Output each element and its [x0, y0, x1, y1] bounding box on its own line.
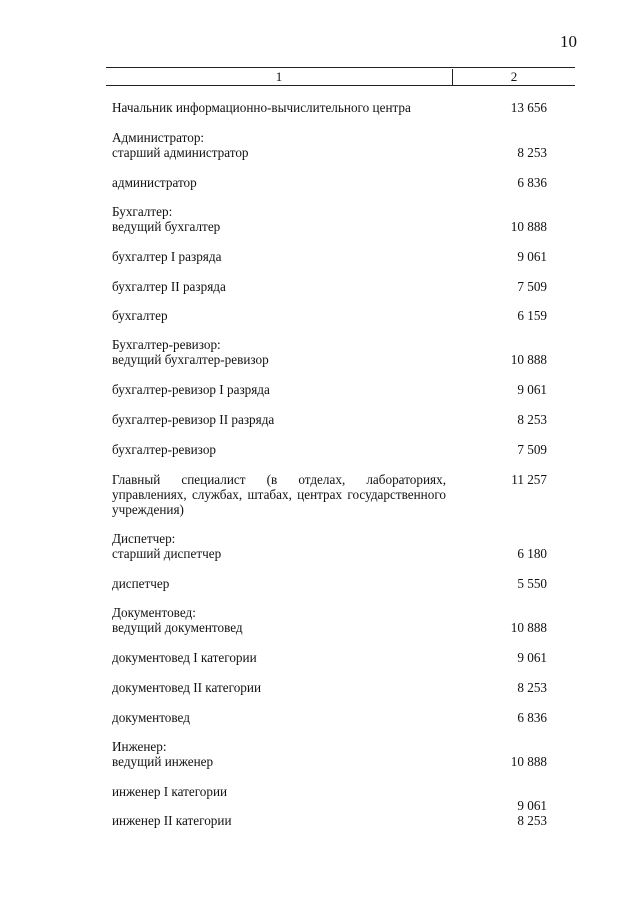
- column-header-1: 1: [106, 69, 453, 85]
- position-subname: ведущий бухгалтер: [112, 219, 221, 234]
- salary-value: 9 061: [517, 650, 547, 665]
- position-name: инженер I категории: [112, 784, 228, 799]
- position-group: Администратор:: [112, 130, 205, 145]
- salary-value: 7 509: [517, 442, 547, 457]
- position-subname: ведущий инженер: [112, 754, 214, 769]
- salary-value: 10 888: [510, 352, 547, 367]
- position-subname: старший диспетчер: [112, 546, 222, 561]
- position-name: инженер II категории: [112, 813, 232, 828]
- position-subname: старший администратор: [112, 145, 249, 160]
- position-name: документовед II категории: [112, 680, 262, 695]
- salary-value: 6 836: [517, 175, 547, 190]
- position-name: бухгалтер-ревизор I разряда: [112, 382, 270, 397]
- salary-value: 10 888: [510, 219, 547, 234]
- position-name: документовед I категории: [112, 650, 257, 665]
- column-header-2: 2: [510, 69, 518, 84]
- position-name: бухгалтер: [112, 308, 168, 323]
- position-subname: ведущий бухгалтер-ревизор: [112, 352, 269, 367]
- position-name: диспетчер: [112, 576, 170, 591]
- position-group: Документовед:: [112, 605, 196, 620]
- position-name: бухгалтер I разряда: [112, 249, 222, 264]
- position-name: [112, 739, 446, 769]
- salary-value: 6 836: [517, 710, 547, 725]
- position-name: Начальник информационно-вычислительного центра: [112, 100, 411, 115]
- position-name: администратор: [112, 175, 197, 190]
- position-group: Бухгалтер-ревизор:: [112, 337, 221, 352]
- position-name: бухгалтер-ревизор II разряда: [112, 412, 275, 427]
- salary-value: 9 061: [517, 249, 547, 264]
- salary-value: 9 061: [517, 382, 547, 397]
- salary-value: 8 253: [517, 145, 547, 160]
- salary-value: 7 509: [517, 279, 547, 294]
- position-name: [112, 531, 446, 561]
- position-name: [112, 204, 446, 234]
- salary-value: 8 253: [517, 412, 547, 427]
- salary-value: 8 253: [517, 813, 547, 828]
- position-name: [112, 337, 446, 367]
- position-subname: ведущий документовед: [112, 620, 243, 635]
- position-name: бухгалтер II разряда: [112, 279, 226, 294]
- salary-value: 8 253: [517, 680, 547, 695]
- salary-value: 6 159: [517, 308, 547, 323]
- position-name: документовед: [112, 710, 190, 725]
- position-name: [112, 605, 446, 635]
- salary-value: 11 257: [511, 472, 547, 487]
- position-name: [112, 130, 446, 160]
- position-group: Инженер:: [112, 739, 167, 754]
- salary-value: 9 061: [517, 798, 547, 813]
- salary-value: 6 180: [517, 546, 547, 561]
- salary-value: 5 550: [517, 576, 547, 591]
- position-name: Главный специалист (в отделах, лабораториях, управлениях, службах, штабах, центрах государственного учреждения): [112, 472, 446, 517]
- salary-value: 10 888: [510, 754, 547, 769]
- salary-value: 10 888: [510, 620, 547, 635]
- position-group: Бухгалтер:: [112, 204, 173, 219]
- salary-value: 13 656: [510, 100, 547, 115]
- page-number: 10: [560, 32, 577, 51]
- position-name: бухгалтер-ревизор: [112, 442, 217, 457]
- position-group: Диспетчер:: [112, 531, 176, 546]
